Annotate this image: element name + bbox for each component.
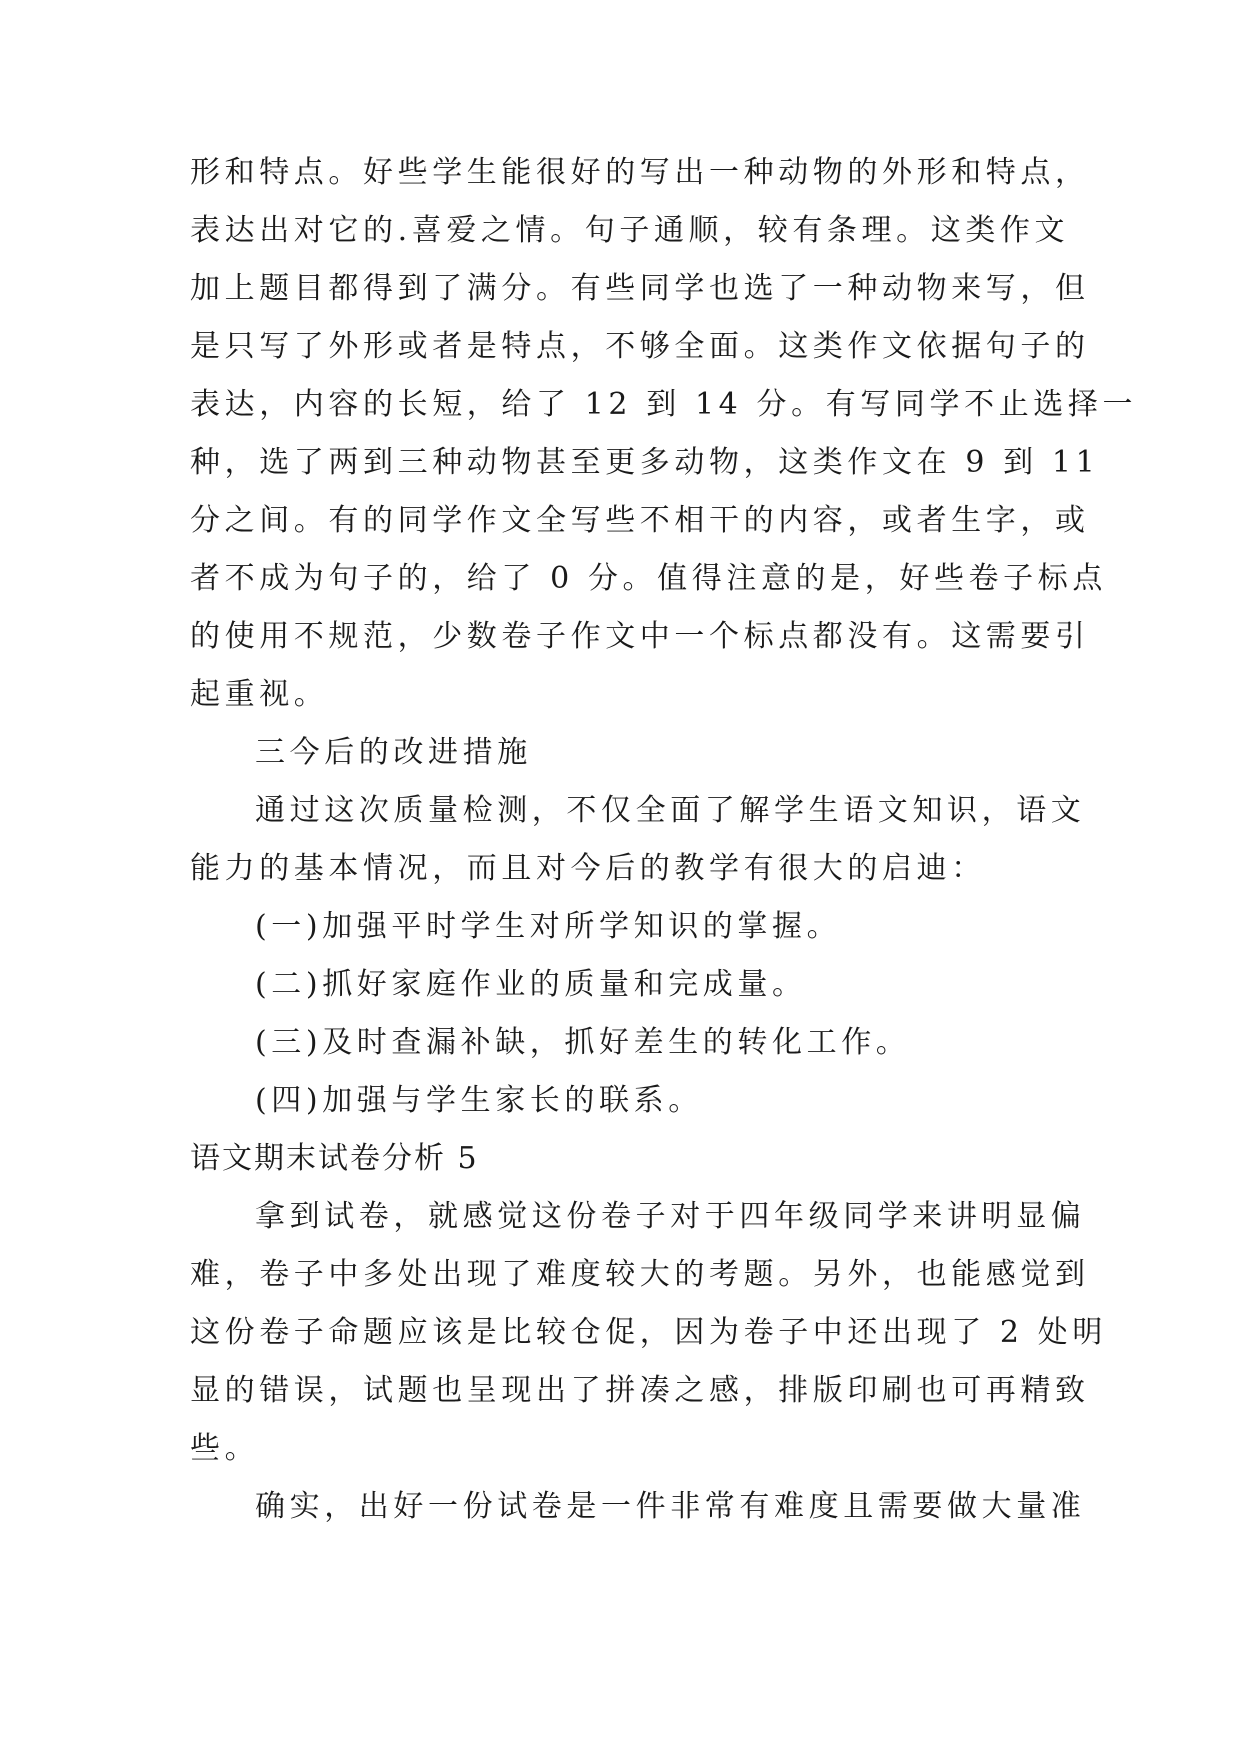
- article-title: 语文期末试卷分析 5: [190, 1141, 479, 1176]
- paragraph-line: 拿到试卷，就感觉这份卷子对于四年级同学来讲明显偏: [255, 1199, 1086, 1234]
- paragraph-line: 难，卷子中多处出现了难度较大的考题。另外，也能感觉到: [190, 1257, 1090, 1292]
- paragraph-line: 通过这次质量检测，不仅全面了解学生语文知识，语文: [255, 793, 1086, 828]
- paragraph-line: 分之间。有的同学作文全写些不相干的内容，或者生字，或: [190, 503, 1090, 538]
- paragraph-line: 表达，内容的长短，给了 12 到 14 分。有写同学不止选择一: [190, 387, 1138, 422]
- paragraph-line: 能力的基本情况，而且对今后的教学有很大的启迪：: [190, 851, 986, 886]
- paragraph-line: 确实，出好一份试卷是一件非常有难度且需要做大量准: [255, 1489, 1086, 1524]
- paragraph-line: 种，选了两到三种动物甚至更多动物，这类作文在 9 到 11: [190, 445, 1100, 480]
- list-item: (四)加强与学生家长的联系。: [255, 1083, 703, 1118]
- section-heading: 三今后的改进措施: [255, 735, 532, 770]
- list-item: (三)及时查漏补缺，抓好差生的转化工作。: [255, 1025, 911, 1060]
- paragraph-line: 是只写了外形或者是特点，不够全面。这类作文依据句子的: [190, 329, 1090, 364]
- paragraph-line: 表达出对它的.喜爱之情。句子通顺，较有条理。这类作文: [190, 213, 1070, 248]
- paragraph-line: 形和特点。好些学生能很好的写出一种动物的外形和特点，: [190, 155, 1090, 190]
- paragraph-line: 加上题目都得到了满分。有些同学也选了一种动物来写，但: [190, 271, 1090, 306]
- paragraph-line: 这份卷子命题应该是比较仓促，因为卷子中还出现了 2 处明: [190, 1315, 1107, 1350]
- paragraph-line: 起重视。: [190, 677, 329, 712]
- list-item: (一)加强平时学生对所学知识的掌握。: [255, 909, 842, 944]
- paragraph-line: 者不成为句子的，给了 0 分。值得注意的是，好些卷子标点: [190, 561, 1107, 596]
- list-item: (二)抓好家庭作业的质量和完成量。: [255, 967, 807, 1002]
- paragraph-line: 些。: [190, 1431, 260, 1466]
- paragraph-line: 的使用不规范，少数卷子作文中一个标点都没有。这需要引: [190, 619, 1090, 654]
- paragraph-line: 显的错误，试题也呈现出了拼凑之感，排版印刷也可再精致: [190, 1373, 1090, 1408]
